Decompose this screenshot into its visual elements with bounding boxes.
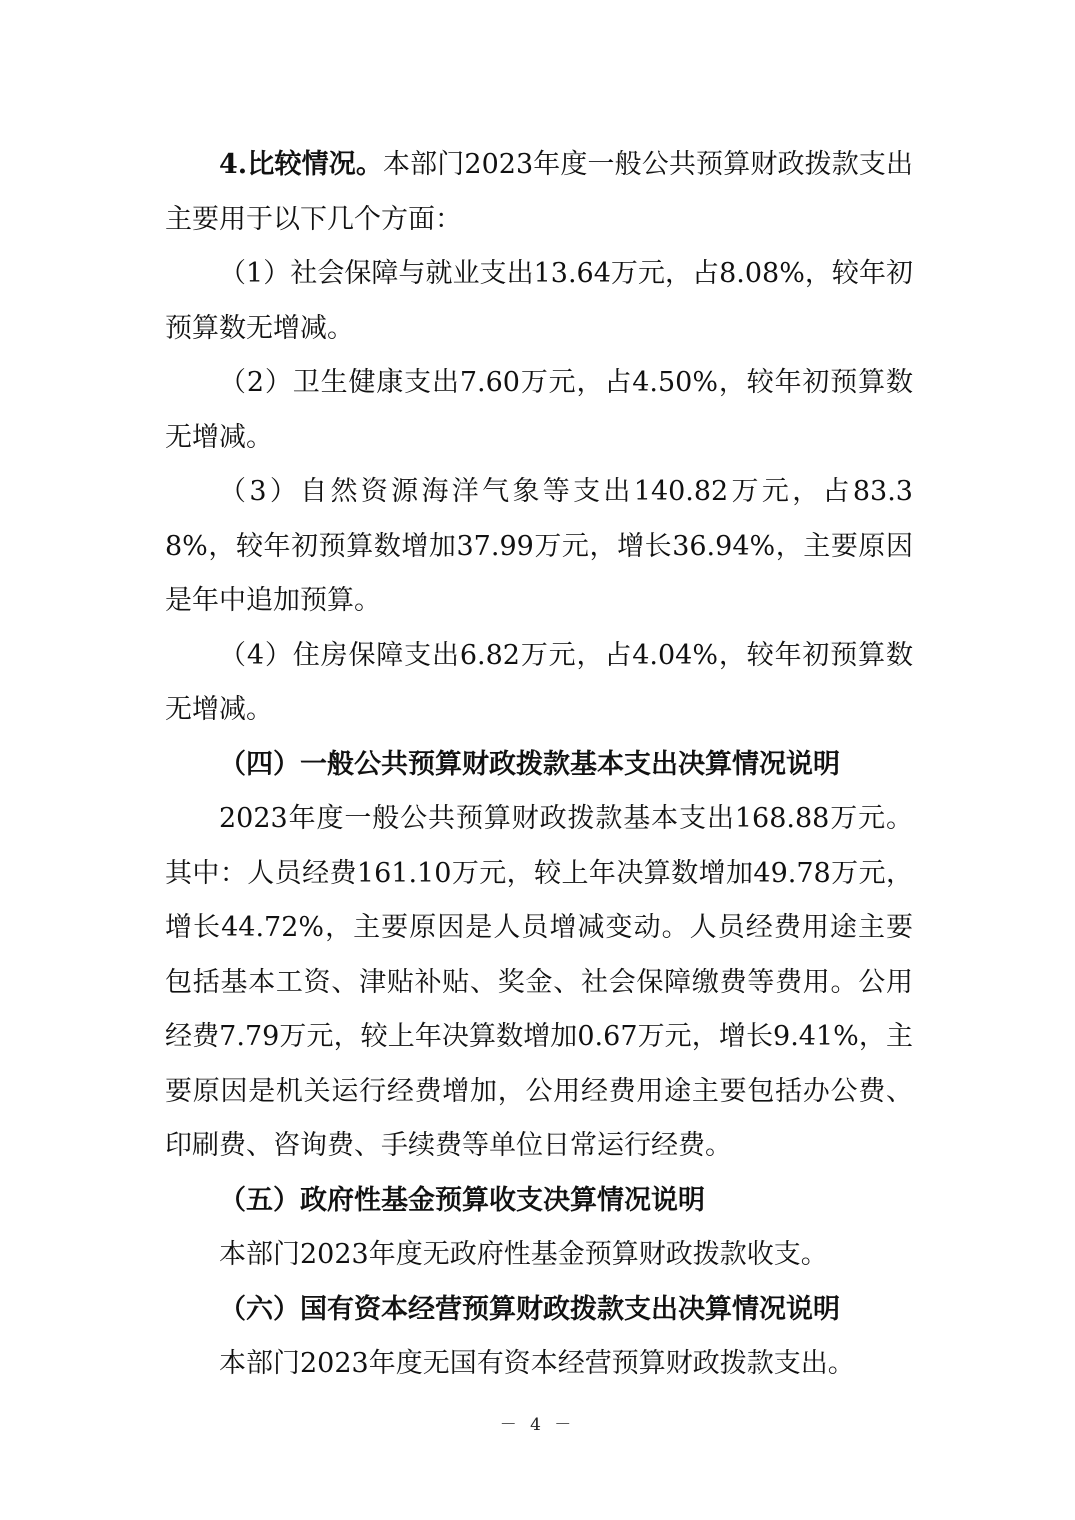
list-item-health: （2）卫生健康支出7.60万元，占4.50%，较年初预算数无增减。: [165, 367, 913, 453]
list-item-social-security: （1）社会保障与就业支出13.64万元，占8.08%，较年初预算数无增减。: [165, 258, 913, 344]
list-item-housing: （4）住房保障支出6.82万元，占4.04%，较年初预算数无增减。: [165, 639, 913, 725]
list-item-natural-resources: （3）自然资源海洋气象等支出140.82万元，占83.38%，较年初预算数增加37.99万元，增长36.94%，主要原因是年中追加预算。: [165, 476, 913, 616]
section-heading-gov-fund: （五）政府性基金预算收支决算情况说明: [219, 1184, 705, 1216]
paragraph-gov-fund: 本部门2023年度无政府性基金预算财政拨款收支。: [219, 1239, 828, 1270]
document-body: [165, 138, 913, 1392]
page-number: － 4 －: [499, 1415, 576, 1435]
paragraph-basic-expense: 2023年度一般公共预算财政拨款基本支出168.88万元。其中：人员经费161.10万元，较上年决算数增加49.78万元，增长44.72%，主要原因是人员增减变动。人员经费用途主要包括基本工资、津贴补贴、奖金、社会保障缴费等费用。公用经费7.79万元，较上年决算数增加0.67万元，增长9.41%，主要原因是机关运行经费增加，公用经费用途主要包括办公费、印刷费、咨询费、手续费等单位日常运行经费。: [165, 803, 913, 1161]
section-heading-basic-expense: （四）一般公共预算财政拨款基本支出决算情况说明: [219, 748, 840, 780]
paragraph-lead: 4.比较情况。: [219, 149, 383, 180]
paragraph-comparison: [165, 138, 913, 247]
section-heading-state-capital: （六）国有资本经营预算财政拨款支出决算情况说明: [219, 1293, 840, 1325]
paragraph-state-capital: 本部门2023年度无国有资本经营预算财政拨款支出。: [219, 1348, 855, 1379]
paragraph-text: 本部门2023年度一般公共预算财政拨款支出主要用于以下几个方面：: [165, 149, 913, 235]
